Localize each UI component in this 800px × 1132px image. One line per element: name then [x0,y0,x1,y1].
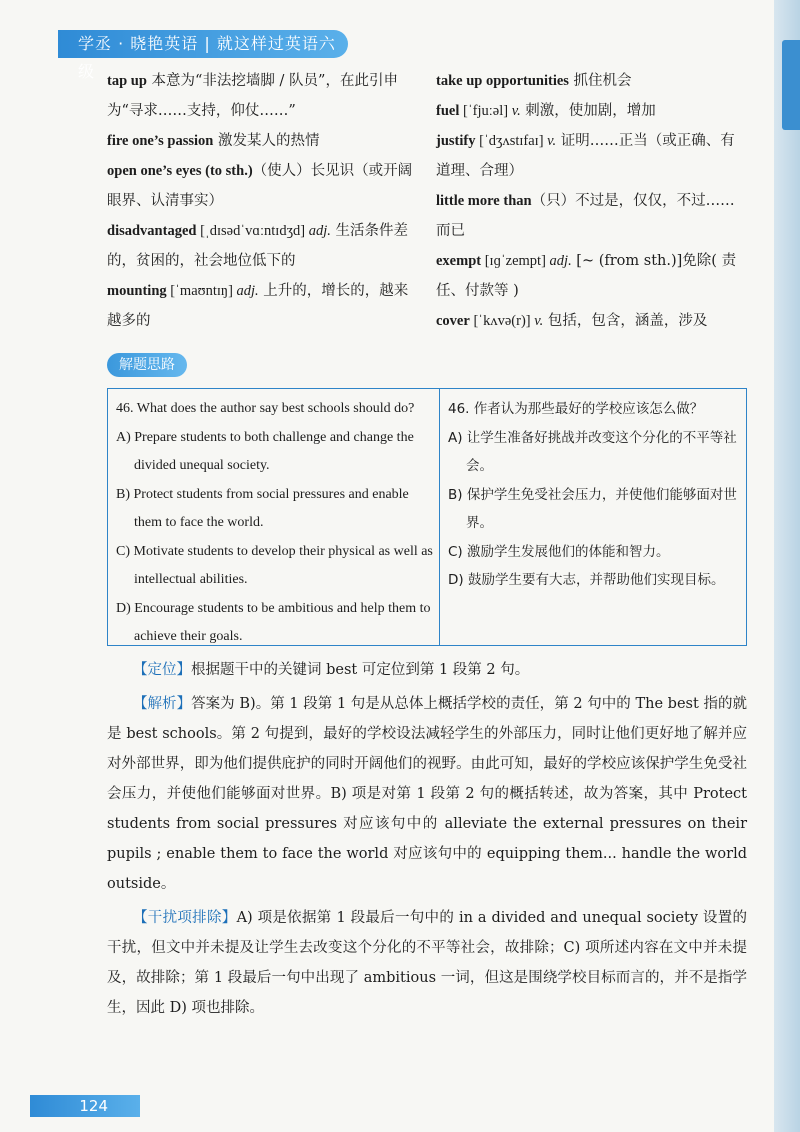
explain-tag: 【解析】 [133,696,192,712]
vocab-pos: adj. [549,253,572,269]
vocab-term: open one’s eyes (to sth.) [107,163,253,179]
option-zh: A) 让学生准备好挑战并改变这个分化的不平等社会。 [448,429,737,474]
vocab-entry [436,246,747,306]
vocab-term: mounting [107,283,167,299]
vocab-entry [107,126,418,156]
vocab-definition: 本意为“非法挖墙脚 / 队员”，在此引申为“寻求……支持，仰仗……” [107,73,398,119]
vocab-term: little more than [436,193,532,209]
vocab-phonetic: [ˈkʌvə(r)] [469,313,535,329]
vocab-phonetic: [ɪɡˈzempt] [481,253,550,269]
question-chinese-column [440,389,746,645]
distractor-tag: 【干扰项排除】 [133,910,237,926]
question-stem-zh: 46. 作者认为那些最好的学校应该怎么做？ [448,401,704,417]
vocabulary-list [107,66,747,336]
vocab-definition: 激发某人的热情 [213,133,320,149]
vocab-definition: 证明……正当（或正确、有道理、合理） [436,133,735,179]
vocab-term: fire one’s passion [107,133,214,149]
vocab-definition: 生活条件差的，贫困的，社会地位低下的 [107,223,408,269]
distractor-paragraph [107,903,747,1023]
option-en: C) Motivate students to develop their physical as well as intellectual abilities. [116,543,433,587]
vocab-entry [107,276,418,336]
vocab-phonetic: [ˈmaʊntɪŋ] [166,283,237,299]
vocab-definition: [~ (from sth.)]免除( 责任、付款等 ) [436,253,737,299]
locate-paragraph [107,655,747,685]
vocab-term: fuel [436,103,460,119]
edge-tab [782,40,800,130]
question-english-column [108,389,440,645]
vocab-column-right [436,66,747,336]
option-en: A) Prepare students to both challenge and change the divided unequal society. [116,429,414,473]
vocab-definition: （使人）长见识（或开阔眼界、认清事实） [107,163,413,209]
vocab-term: justify [436,133,476,149]
vocab-term: disadvantaged [107,223,197,239]
vocab-pos: v. [547,133,557,149]
page-number: 124 [30,1095,140,1117]
vocab-phonetic: [ˈfjuːəl] [459,103,512,119]
analysis-section [107,655,747,1027]
vocab-phonetic: [ˈdʒʌstɪfaɪ] [475,133,548,149]
vocab-entry [107,156,418,216]
locate-text: 根据题干中的关键词 best 可定位到第 1 段第 2 句。 [191,662,530,678]
vocab-entry [107,66,418,126]
vocab-pos: adj. [236,283,259,299]
vocab-entry [107,216,418,276]
vocab-entry [436,66,747,96]
question-table [107,388,747,646]
vocab-definition: 刺激，使加剧，增加 [520,103,656,119]
explain-paragraph [107,689,747,899]
vocab-term: cover [436,313,470,329]
vocab-definition: 上升的，增长的，越来越多的 [107,283,409,329]
vocab-definition: 包括，包含，涵盖，涉及 [543,313,708,329]
vocab-entry [436,186,747,246]
question-stem-en: 46. What does the author say best schools should do? [116,401,415,416]
vocab-definition: （只）不过是，仅仅，不过……而已 [436,193,735,239]
vocab-definition: 抓住机会 [568,73,632,89]
option-en: D) Encourage students to be ambitious and help them to achieve their goals. [116,600,431,644]
vocab-pos: v. [534,313,544,329]
vocab-pos: v. [511,103,521,119]
vocab-term: take up opportunities [436,73,569,89]
vocab-entry [436,126,747,186]
running-header: 学丞 · 晓艳英语 | 就这样过英语六级 [58,30,348,58]
vocab-pos: adj. [308,223,331,239]
vocab-term: exempt [436,253,482,269]
option-zh: D) 鼓励学生要有大志，并帮助他们实现目标。 [448,572,725,588]
option-zh: B) 保护学生免受社会压力，并使他们能够面对世界。 [448,486,737,531]
vocab-entry [436,96,747,126]
vocab-column-left [107,66,418,336]
vocab-phonetic: [ˌdɪsədˈvɑːntɪdʒd] [196,223,309,239]
page-edge-strip [774,0,800,1132]
option-zh: C) 激励学生发展他们的体能和智力。 [448,543,670,560]
vocab-entry [436,306,747,336]
section-badge: 解题思路 [107,353,187,377]
explain-text: 答案为 B)。第 1 段第 1 句是从总体上概括学校的责任，第 2 句中的 The best 指的就是 best schools。第 2 句提到，最好的学校设法减轻学生的外部压力，同时让他们更好地了解并应对外部世界，即为他们提供庇护的同时开阔他们的视野。由此可知，最好的学校应该保护学生免受社会压力，并使他们能够面对世界。B) 项是对第 1 段第 2 句的概括转述，故为答案，其中 Protect students from social pressures 对应该句中的 alleviate the external pressures on their pupils ; enable them to face the world 对应该句中的 equipping them... handle the world outside。 [107,696,747,892]
locate-tag: 【定位】 [133,662,191,678]
vocab-term: tap up [107,73,147,89]
distractor-text: A) 项是依据第 1 段最后一句中的 in a divided and unequal society 设置的干扰，但文中并未提及让学生去改变这个分化的不平等社会，故排除；C) 项所述内容在文中并未提及，故排除；第 1 段最后一句中出现了 ambitious 一词，但这是围绕学校目标而言的，并不是指学生，因此 D) 项也排除。 [107,910,748,1016]
option-en: B) Protect students from social pressures and enable them to face the world. [116,486,409,530]
